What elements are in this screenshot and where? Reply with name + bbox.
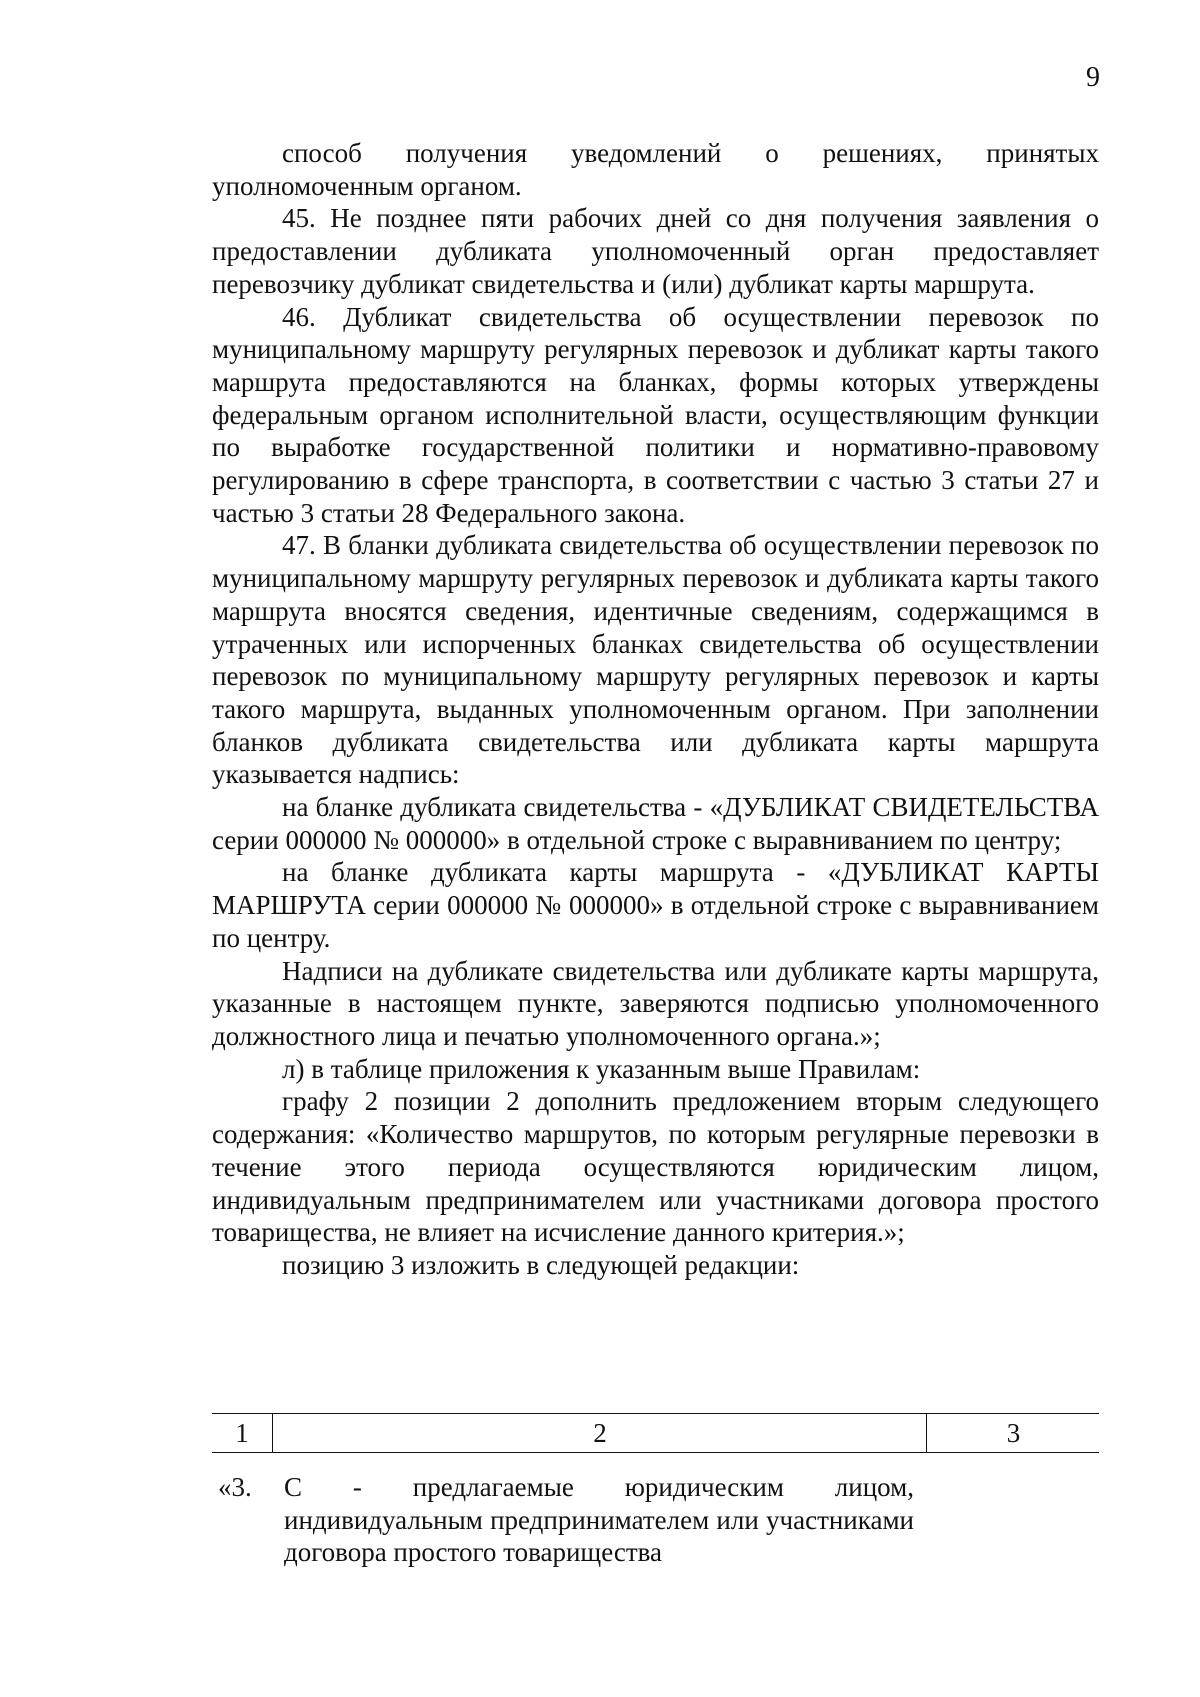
page-number: 9 [1086, 62, 1100, 93]
paragraph-47: 47. В бланки дубликата свидетельства об осуществлении перевозок по муниципальному маршруту регулярных перевозок и дубликата карты такого маршрута вносятся сведения, идентичные сведениям, содержащимся в утраченных или испорченных бланках свидетельства об осуществлении перевозок по муниципальному маршруту регулярных перевозок и карты такого маршрута, выданных уполномоченным органом. При заполнении бланков дубликата свидетельства или дубликата карты маршрута указывается надпись: [212, 530, 1099, 790]
table-row-number: «3. [218, 1472, 252, 1502]
paragraph-item-l: л) в таблице приложения к указанным выше Правилам: [282, 1053, 921, 1084]
paragraph-column-2-position-2: графу 2 позиции 2 дополнить предложением вторым следующего содержания: «Количество маршрутов, по которым регулярные перевозки в течение этого периода осуществляются юридическим лицом, индивидуальным предпринимателем или участниками договора простого товарищества, не влияет на исчисление данного критерия.»; [212, 1086, 1099, 1248]
paragraph-certificate-inscription: на бланке дубликата свидетельства - «ДУБЛИКАТ СВИДЕТЕЛЬСТВА серии 000000 № 000000» в отдельной строке с выравниванием по центру; [212, 792, 1099, 855]
paragraph-46: 46. Дубликат свидетельства об осуществлении перевозок по муниципальному маршруту регулярных перевозок и дубликат карты такого маршрута предоставляются на бланках, формы которых утверждены федеральным органом исполнительной власти, осуществляющим функции по выработке государственной политики и нормативно-правовому регулированию в сфере транспорта, в соответствии с частью 3 статьи 27 и частью 3 статьи 28 Федерального закона. [212, 301, 1099, 528]
positions-table [212, 1413, 1099, 1568]
paragraph-route-card-inscription: на бланке дубликата карты маршрута - «ДУБЛИКАТ КАРТЫ МАРШРУТА серии 000000 № 000000» в отдельной строке с выравниванием по центру. [212, 857, 1099, 953]
table-row-description: С - предлагаемые юридическим лицом, индивидуальным предпринимателем или участниками договора простого товарищества [284, 1472, 914, 1568]
table-header-col-1: 1 [235, 1418, 249, 1448]
document-body [212, 137, 1099, 1282]
table-header-row [212, 1413, 1099, 1453]
table-header-col-2: 2 [272, 1414, 927, 1452]
paragraph-45: 45. Не позднее пяти рабочих дней со дня получения заявления о предоставлении дубликата уполномоченный орган предоставляет перевозчику дубликат свидетельства и (или) дубликат карты маршрута. [212, 203, 1099, 299]
paragraph-inscription-certification: Надписи на дубликате свидетельства или дубликате карты маршрута, указанные в настоящем пункте, заверяются подписью уполномоченного должностного лица и печатью уполномоченного органа.»; [212, 955, 1099, 1051]
paragraph-position-3: позицию 3 изложить в следующей редакции: [282, 1249, 800, 1280]
table-header-col-3: 3 [926, 1414, 1100, 1452]
paragraph-continuation: способ получения уведомлений о решениях, принятых уполномоченным органом. [212, 138, 1099, 201]
